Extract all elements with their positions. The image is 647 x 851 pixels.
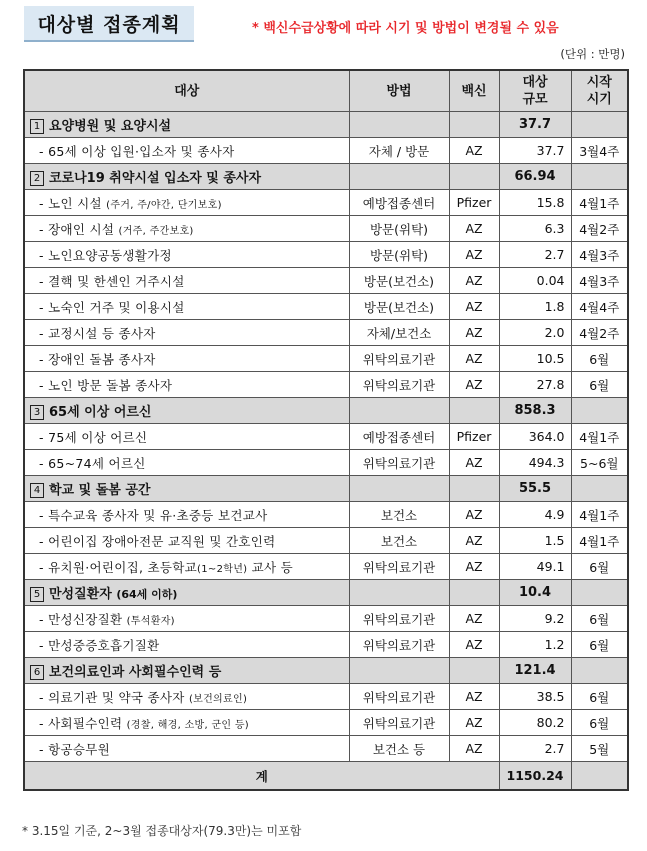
method-cell: 방문(보건소) [349,294,449,320]
section-title-cell [24,580,349,606]
target-text: - 75세 이상 어르신 [39,429,148,445]
start-cell: 4월1주 [571,424,628,450]
vaccine-cell: AZ [449,528,499,554]
header-vaccine: 백신 [449,70,499,112]
vaccine-cell: AZ [449,710,499,736]
start-cell: 4월2주 [571,216,628,242]
size-cell: 2.0 [499,320,571,346]
table-row [24,190,628,216]
target-text: - 노인 시설 [39,195,107,211]
vaccine-cell: AZ [449,606,499,632]
target-text: - 만성중증호흡기질환 [39,637,160,653]
section-start-cell [571,658,628,684]
vaccine-cell: AZ [449,632,499,658]
vaccine-cell: AZ [449,736,499,762]
section-start-cell [571,164,628,190]
table-row [24,346,628,372]
section-vaccine-cell [449,580,499,606]
target-cell [24,294,349,320]
start-cell: 4월3주 [571,242,628,268]
total-row [24,762,628,791]
method-cell: 예방접종센터 [349,424,449,450]
size-cell: 1.5 [499,528,571,554]
header-start: 시작 시기 [571,70,628,112]
section-size: 10.4 [499,580,571,606]
target-cell [24,632,349,658]
target-text: - 특수교육 종사자 및 유·초중등 보건교사 [39,507,268,523]
section-number: 4 [30,483,44,498]
section-title: 만성질환자 [49,587,117,602]
target-cell [24,424,349,450]
target-text: - 항공승무원 [39,741,110,757]
section-size: 55.5 [499,476,571,502]
target-note: (경찰, 해경, 소방, 군인 등) [126,719,250,731]
vaccine-cell: AZ [449,554,499,580]
target-cell [24,684,349,710]
vaccine-cell: AZ [449,138,499,164]
size-cell: 4.9 [499,502,571,528]
method-cell: 위탁의료기관 [349,554,449,580]
section-method-cell [349,164,449,190]
table-row [24,320,628,346]
target-cell [24,268,349,294]
section-row [24,476,628,502]
section-row [24,112,628,138]
table-row [24,632,628,658]
table-row [24,216,628,242]
vaccine-cell: AZ [449,320,499,346]
method-cell: 위탁의료기관 [349,632,449,658]
vaccine-cell: AZ [449,294,499,320]
size-cell: 494.3 [499,450,571,476]
section-title-cell [24,112,349,138]
start-cell: 4월3주 [571,268,628,294]
method-cell: 보건소 [349,502,449,528]
footnote: * 3.15일 기준, 2~3월 접종대상자(79.3만)는 미포함 [22,824,302,838]
section-size: 121.4 [499,658,571,684]
method-cell: 방문(위탁) [349,242,449,268]
section-title-note: (64세 이하) [116,588,178,601]
start-cell: 6월 [571,684,628,710]
total-size: 1150.24 [499,762,571,791]
vaccine-cell: AZ [449,684,499,710]
page-title: 대상별 접종계획 [37,13,181,36]
method-cell: 방문(위탁) [349,216,449,242]
target-cell [24,190,349,216]
table-row [24,450,628,476]
section-title: 65세 이상 어르신 [49,405,152,420]
target-cell [24,502,349,528]
start-cell: 6월 [571,554,628,580]
size-cell: 9.2 [499,606,571,632]
section-number: 6 [30,665,44,680]
vaccine-cell: AZ [449,216,499,242]
start-cell: 4월1주 [571,502,628,528]
size-cell: 2.7 [499,736,571,762]
table-row [24,606,628,632]
target-cell [24,138,349,164]
target-text: - 노인요양공동생활가정 [39,247,172,263]
section-vaccine-cell [449,164,499,190]
target-text: - 교정시설 등 종사자 [39,325,156,341]
size-cell: 80.2 [499,710,571,736]
vaccine-cell: Pfizer [449,424,499,450]
section-vaccine-cell [449,112,499,138]
table-row [24,710,628,736]
start-cell: 6월 [571,710,628,736]
start-cell: 6월 [571,606,628,632]
method-cell: 위탁의료기관 [349,450,449,476]
size-cell: 38.5 [499,684,571,710]
target-text: - 만성신장질환 [39,611,127,627]
target-cell [24,346,349,372]
section-title: 코로나19 취약시설 입소자 및 종사자 [49,171,262,186]
section-row [24,658,628,684]
target-text: - 결핵 및 한센인 거주시설 [39,273,185,289]
method-cell: 보건소 등 [349,736,449,762]
target-cell [24,736,349,762]
vaccine-cell: AZ [449,242,499,268]
target-cell [24,320,349,346]
table-row [24,268,628,294]
size-cell: 364.0 [499,424,571,450]
section-number: 5 [30,587,44,602]
total-label: 계 [24,762,499,791]
start-cell: 4월1주 [571,528,628,554]
target-text: - 유치원·어린이집, 초등학교 [39,559,198,575]
size-cell: 10.5 [499,346,571,372]
size-cell: 27.8 [499,372,571,398]
table-row [24,528,628,554]
target-text: - 장애인 시설 [39,221,119,237]
section-size: 37.7 [499,112,571,138]
method-cell: 위탁의료기관 [349,346,449,372]
target-text: - 65세 이상 입원·입소자 및 종사자 [39,143,235,159]
start-cell: 4월2주 [571,320,628,346]
target-note: (보건의료인) [188,693,248,705]
header-target: 대상 [24,70,349,112]
section-start-cell [571,398,628,424]
table-row [24,294,628,320]
target-note: (1~2학년) [197,563,248,575]
section-title-cell [24,398,349,424]
section-method-cell [349,476,449,502]
start-cell: 5월 [571,736,628,762]
size-cell: 6.3 [499,216,571,242]
section-vaccine-cell [449,658,499,684]
start-cell: 5~6월 [571,450,628,476]
vaccine-cell: AZ [449,346,499,372]
size-cell: 2.7 [499,242,571,268]
section-start-cell [571,112,628,138]
section-method-cell [349,112,449,138]
section-size: 858.3 [499,398,571,424]
method-cell: 위탁의료기관 [349,710,449,736]
section-method-cell [349,658,449,684]
start-cell: 4월4주 [571,294,628,320]
section-number: 3 [30,405,44,420]
section-row [24,164,628,190]
vaccine-cell: AZ [449,450,499,476]
target-text: - 어린이집 장애아전문 교직원 및 간호인력 [39,533,276,549]
section-method-cell [349,580,449,606]
vaccination-plan-table [23,69,629,791]
table-header-row [24,70,628,112]
table-row [24,424,628,450]
section-title: 학교 및 돌봄 공간 [49,483,151,498]
header-size: 대상 규모 [499,70,571,112]
target-note: (투석환자) [126,615,175,627]
target-cell [24,710,349,736]
target-cell [24,216,349,242]
target-text: - 노인 방문 돌봄 종사자 [39,377,173,393]
section-row [24,580,628,606]
header-method: 방법 [349,70,449,112]
target-note: (거주, 주간보호) [118,225,194,237]
target-text: - 사회필수인력 [39,715,127,731]
method-cell: 자체/보건소 [349,320,449,346]
start-cell: 4월1주 [571,190,628,216]
method-cell: 자체 / 방문 [349,138,449,164]
method-cell: 위탁의료기관 [349,684,449,710]
start-cell: 6월 [571,346,628,372]
section-method-cell [349,398,449,424]
section-title-cell [24,164,349,190]
method-cell: 방문(보건소) [349,268,449,294]
page-title-box [24,6,194,42]
target-note: (주거, 주/야간, 단기보호) [106,199,222,211]
table-row [24,736,628,762]
size-cell: 1.2 [499,632,571,658]
target-cell [24,450,349,476]
start-cell: 6월 [571,372,628,398]
table-row [24,242,628,268]
section-start-cell [571,580,628,606]
target-cell [24,528,349,554]
target-cell [24,554,349,580]
section-size: 66.94 [499,164,571,190]
start-cell: 3월4주 [571,138,628,164]
table-row [24,372,628,398]
start-cell: 6월 [571,632,628,658]
size-cell: 1.8 [499,294,571,320]
method-cell: 위탁의료기관 [349,372,449,398]
unit-label: (단위 : 만명) [560,47,625,61]
target-text: - 장애인 돌봄 종사자 [39,351,156,367]
section-row [24,398,628,424]
section-number: 2 [30,171,44,186]
target-cell [24,606,349,632]
table-row [24,138,628,164]
target-cell [24,242,349,268]
target-text-tail: 교사 등 [247,559,294,575]
method-cell: 예방접종센터 [349,190,449,216]
size-cell: 37.7 [499,138,571,164]
target-text: - 노숙인 거주 및 이용시설 [39,299,185,315]
size-cell: 0.04 [499,268,571,294]
schedule-change-notice: * 백신수급상황에 따라 시기 및 방법이 변경될 수 있음 [252,21,559,36]
target-text: - 65~74세 어르신 [39,455,146,471]
vaccine-cell: Pfizer [449,190,499,216]
size-cell: 15.8 [499,190,571,216]
target-cell [24,372,349,398]
section-title: 요양병원 및 요양시설 [49,119,172,134]
section-start-cell [571,476,628,502]
table-row [24,554,628,580]
section-vaccine-cell [449,476,499,502]
section-title-cell [24,658,349,684]
vaccine-cell: AZ [449,268,499,294]
section-title-cell [24,476,349,502]
vaccine-cell: AZ [449,502,499,528]
method-cell: 위탁의료기관 [349,606,449,632]
target-text: - 의료기관 및 약국 종사자 [39,689,189,705]
table-row [24,502,628,528]
section-vaccine-cell [449,398,499,424]
section-number: 1 [30,119,44,134]
size-cell: 49.1 [499,554,571,580]
section-title: 보건의료인과 사회필수인력 등 [49,665,222,680]
method-cell: 보건소 [349,528,449,554]
vaccine-cell: AZ [449,372,499,398]
table-row [24,684,628,710]
total-empty-cell [571,762,628,791]
